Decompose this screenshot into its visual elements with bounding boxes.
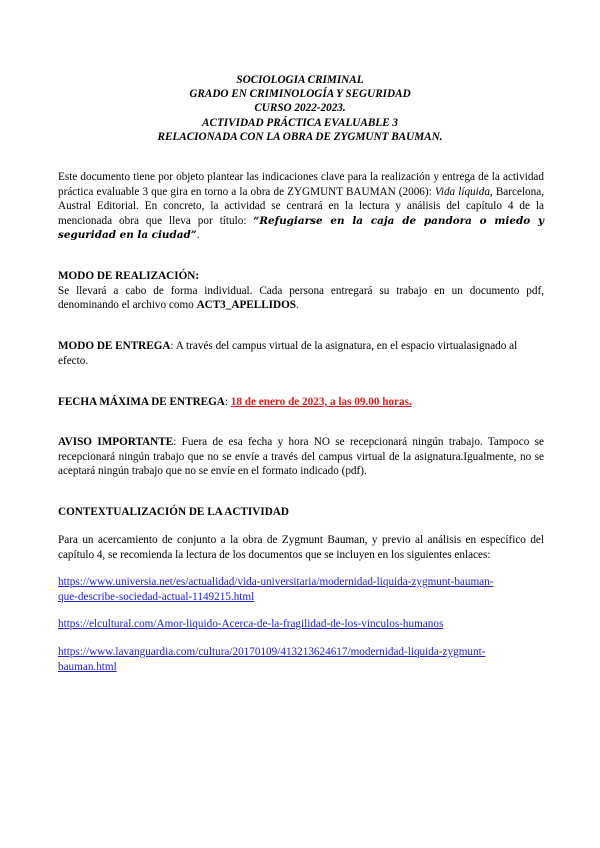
- link-lavanguardia-cont[interactable]: bauman.html: [58, 660, 117, 673]
- deadline-date: 18 de enero de 2023, a las 09.00 horas.: [230, 396, 412, 408]
- aviso-section: [58, 435, 544, 479]
- fecha-section: FECHA MÁXIMA DE ENTREGA: 18 de enero de 2023, a las 09.00 horas.: [58, 396, 412, 408]
- aviso-heading: AVISO IMPORTANTE: [58, 436, 174, 448]
- book-title: Vida líquida: [434, 185, 490, 198]
- contexto-text: Para un acercamiento de conjunto a la obra de Zygmunt Bauman, y previo al análisis en específico del capítulo 4, se recomienda la lectura de los documentos que se incluyen en los siguientes enlaces:: [58, 534, 544, 561]
- link-lavanguardia[interactable]: https://www.lavanguardia.com/cultura/20170109/413213624617/modernidad-liquida-zygmunt-: [58, 646, 486, 658]
- filename: ACT3_APELLIDOS: [196, 299, 297, 312]
- intro-paragraph: Este documento tiene por objeto plantear las indicaciones clave para la realización y entrega de la actividad práctica evaluable 3 que gira en torno a la obra de ZYGMUNT BAUMAN (2006): Vida líquida, Barcelona, Austral Editorial. En concreto, la actividad se centrará en la lectura y análisis del capítulo 4 de la mencionada obra que lleva por título: “Refugiarse en la caja de pandora o miedo y seguridad en la ciudad”.: [58, 171, 544, 242]
- header-course: CURSO 2022-2023.: [254, 102, 346, 115]
- contexto-heading: CONTEXTUALIZACIÓN DE LA ACTIVIDAD: [58, 506, 289, 518]
- header-activity: ACTIVIDAD PRÁCTICA EVALUABLE 3: [202, 116, 398, 129]
- realizacion-section: [58, 269, 544, 313]
- link-universia-cont[interactable]: que-describe-sociedad-actual-1149215.html: [58, 590, 255, 603]
- link-1[interactable]: [58, 575, 544, 604]
- header-subject: SOCIOLOGIA CRIMINAL: [236, 74, 364, 86]
- fecha-heading: FECHA MÁXIMA DE ENTREGA: [58, 396, 225, 408]
- entrega-heading: MODO DE ENTREGA: [58, 340, 171, 352]
- link-3[interactable]: [58, 645, 544, 674]
- link-elcultural[interactable]: https://elcultural.com/Amor-liquido-Acerca-de-la-fragilidad-de-los-vinculos-humanos: [58, 618, 444, 630]
- realizacion-text: Se llevará a cabo de forma individual. Cada persona entregará su trabajo en un documento pdf, denominando el archivo como ACT3_APELLIDOS.: [58, 284, 544, 312]
- entrega-text: : A través del campus virtual de la asignatura, en el espacio virtualasignado al efecto.: [58, 340, 518, 367]
- header-relation: RELACIONADA CON LA OBRA DE ZYGMUNT BAUMAN.: [157, 130, 443, 143]
- aviso-text: : Fuera de esa fecha y hora NO se recepcionará ningún trabajo. Tampoco se recepcionará ningún trabajo que no se envíe a través del campus virtual de la asignatura.Igualmente, no se aceptará ningún trabajo que no se envíe en el formato indicado (pdf).: [58, 436, 545, 478]
- realizacion-heading: MODO DE REALIZACIÓN:: [58, 270, 200, 282]
- chapter-title: “Refugiarse en la caja de pandora o miedo y seguridad en la ciudad”: [58, 214, 544, 242]
- entrega-section: [58, 339, 544, 368]
- document-header: [0, 73, 600, 144]
- link-universia[interactable]: https://www.universia.net/es/actualidad/vida-universitaria/modernidad-liquida-zygmunt-bauman-: [58, 576, 494, 588]
- link-2[interactable]: [58, 617, 544, 632]
- header-degree: GRADO EN CRIMINOLOGÍA Y SEGURIDAD: [189, 88, 411, 101]
